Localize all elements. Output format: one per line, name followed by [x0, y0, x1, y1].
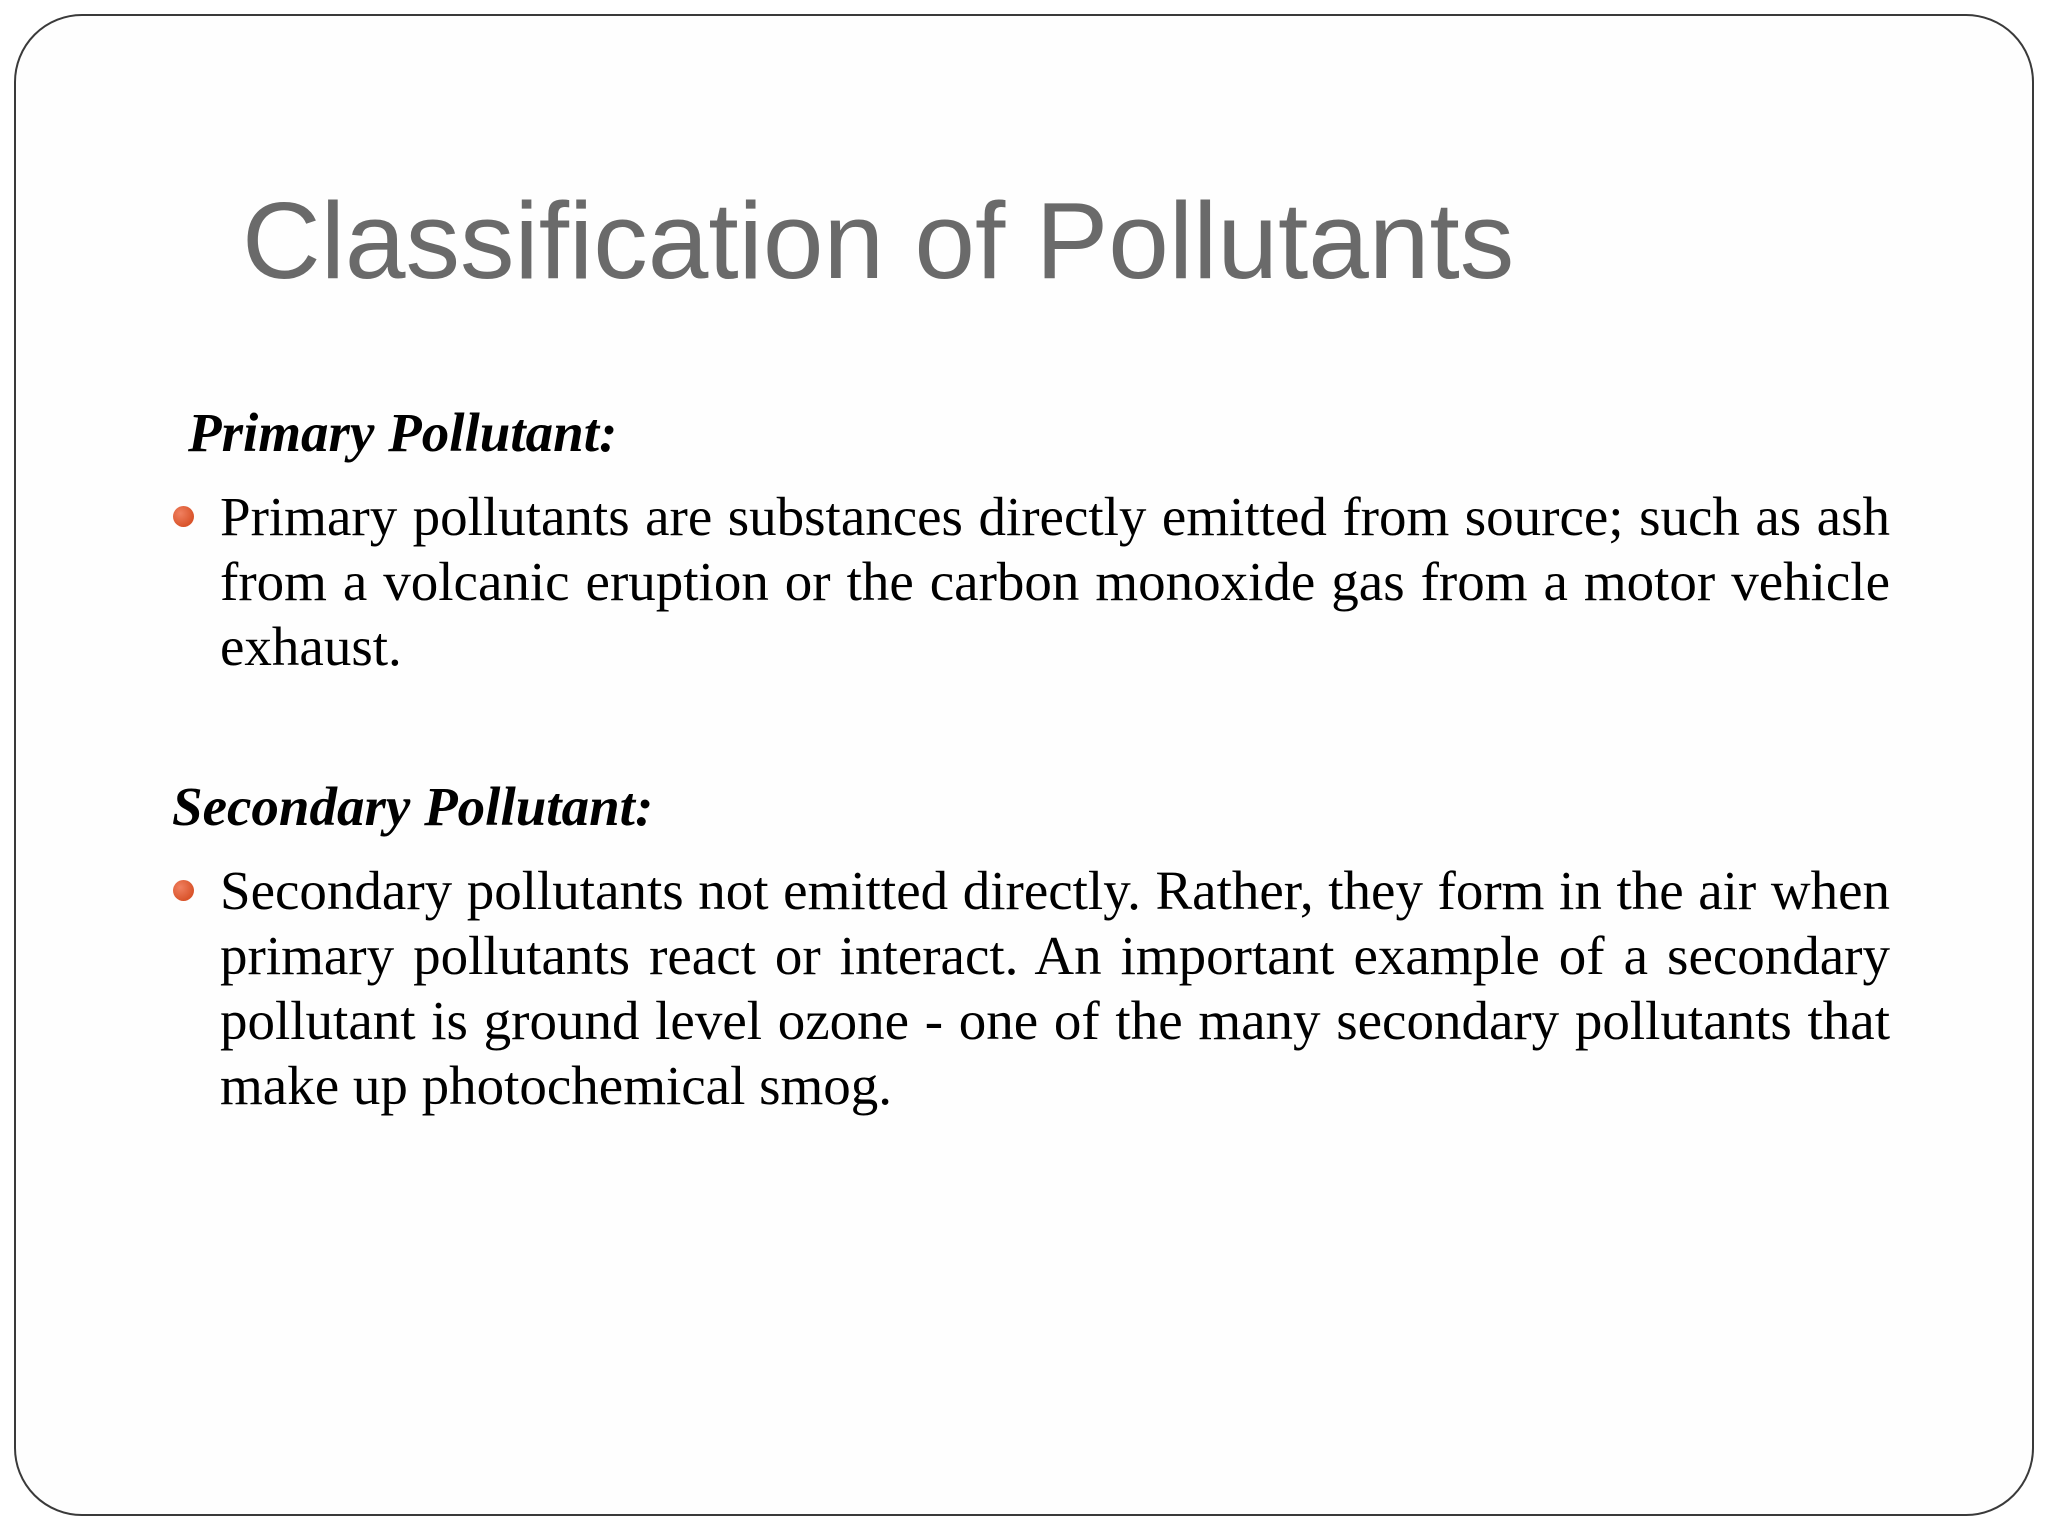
secondary-pollutant-text: Secondary pollutants not emitted directly. Rather, they form in the air when primary pollutants react or interact. An important example of a secondary pollutant is ground level ozone - one of the many secondary pollutants that make up photochemical smog.: [220, 860, 1890, 1116]
secondary-pollutant-bullet: [220, 858, 1890, 1118]
slide-frame: [14, 14, 2034, 1516]
secondary-pollutant-heading: Secondary Pollutant:: [172, 776, 654, 837]
primary-pollutant-text: Primary pollutants are substances directly emitted from source; such as ash from a volcanic eruption or the carbon monoxide gas from a motor vehicle exhaust.: [220, 486, 1890, 677]
bullet-dot-icon: [173, 880, 194, 901]
primary-pollutant-heading: Primary Pollutant:: [188, 402, 618, 463]
bullet-dot-icon: [173, 506, 194, 527]
slide-title: Classification of Pollutants: [242, 180, 1515, 302]
primary-pollutant-bullet: [220, 484, 1890, 679]
